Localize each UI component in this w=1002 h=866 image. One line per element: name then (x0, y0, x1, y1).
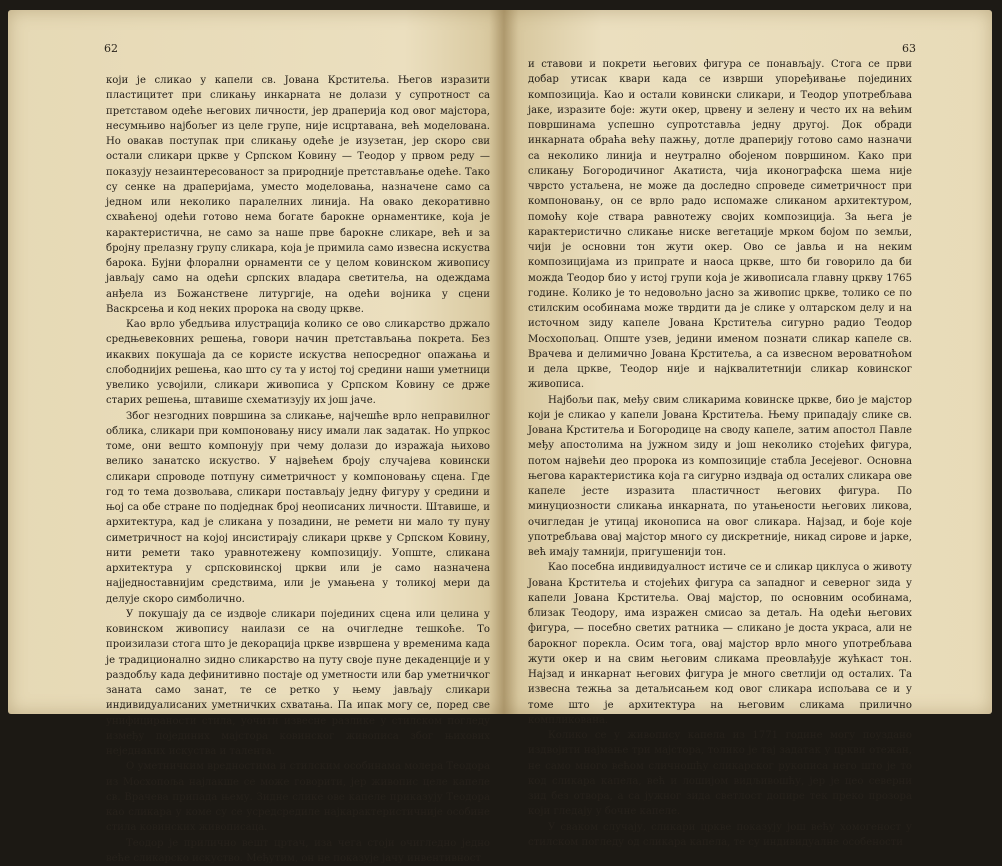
page-number-left: 62 (104, 42, 118, 55)
paragraph: који је сликао у капели св. Јована Крститеља. Његов изразити пластицитет при сликању инкарната не долази у супротност са претставом одеће његових личности, јер драперија код овог мајстора, несумњиво најбољег из целе групе, није исцртавана, већ моделована. Но овакав поступак при сликању одеће је изузетан, јер скоро сви остали сликари цркве у Српском Ковину — Теодор у првом реду — показују незаинтересованост за природније претстављање одеће. Тако су сенке на драперијама, уместо моделовања, назначене само са једном или неколико паралелних линија. На овако декоративно схваћеној одећи готово нема богате барокне орнаментике, која је карактеристична, не само за наше прве барокне сликаре, већ и за бројну прелазну групу сликара, која је примила само извесна искуства барока. Бујни флорални орнаменти се у целом ковинском живопису јављају само на одећи српских владара светитеља, на одеждама анђела из Божанствене литургије, на одећи војника у сцени Васкрсења и код неких пророка на своду цркве. (106, 73, 490, 317)
paragraph: У сваком случају, сликари цркве показују још већу хомогеност у стилском погледу од сликара капела, те су индивидуалне особености (528, 820, 912, 851)
left-page (8, 10, 504, 714)
paragraph: У покушају да се издвоје сликари појединих сцена или целина у ковинском живопису наилази се на очигледне тешкоће. То произилази стога што је декорација цркве извршена у временима када је традиционално зидно сликарство на путу своје пуне декаденције и у раздобљу када дефинитивно постаје од уметности или бар уметничког заната само занат, те се ретко у њему јављају сликари индивидуалисаних уметничких схватања. Па ипак могу се, поред све унифицираности стила, уочити извесне разлике у стилском погледу између појединих мајстора ковинског живописа због њихових неједнаких искуства и талента. (106, 607, 490, 760)
paragraph: О уметничким вредностима и стилским особинама молера Теодора из Мосхопоља најлакше се може говорити, јер живопис целе капеле св. Врачева припада њему. Зидне слике ове капеле приказују Теодора као сликара у коме су се усредсредиле најкарактеристичније особине стила ковинских живописаца. (106, 759, 490, 835)
paragraph: Колико се у живопису капела из 1771 године могу поуздано издвојити најмање три мајстора, толико је тај задатак у цркви отежан, не само много већом сличношћу сликарског рукописа него што је то код сликара капела, већ и лошијом видљивошћу, јер је цео северни зид без отвора, а са јужног зида светлост допире тек преко прозора који гледају у бочне капеле. (528, 728, 912, 820)
paragraph: и ставови и покрети његових фигура се понављају. Стога се први добар утисак квари када се изврши упоређивање појединих композиција. Као и остали ковински сликари, и Теодор употребљава јаке, изразите боје: жути окер, црвену и зелену и често их на већим површинама успешно супротставља једну другој. Док обради инкарната обраћа већу пажњу, дотле драперију готово само назначи са неколико линија и неутрално обојеном површином. Како при сликању Богородичиног Акатиста, чија иконографска шема није чврсто устаљена, не може да доследно спроведе симетричност при компоновању, он се врло радо испомаже сликаном архитектуром, помоћу које ствара равнотежу својих композиција. За њега је карактеристично сликање ниске вегетације мрком бојом по земљи, чији је основни тон жути окер. Ово се јавља и на неким композицијама из припрате и наоса цркве, што би говорило да би можда Теодор био у истој групи која је живописала главну цркву 1765 године. Колико је то недовољно јасно за живопис цркве, толико се по стилским особинама може тврдити да је слике у олтарском делу и на источном зиду капеле Јована Крститеља сигурно радио Теодор Мосхопољац. Опште узев, једини именом познати сликар капеле св. Врачева и делимично Јована Крститеља, а са извесном вероватноћом и дела цркве, Теодор није и најквалитетнији сликар ковинског живописа. (528, 57, 912, 393)
paragraph: Због незгодних површина за сликање, најчешће врло неправилног облика, сликари при компоновању нису имали лак задатак. Но упркос томе, они вешто компонују при чему долази до изражаја њихово велико занатско искуство. У највећем броју случајева ковински сликари спроводе потпуну симетричност у компоновању сцена. Где год то тема дозвољава, сликари постављају једну фигуру у средини и њој са обе стране по подједнак број неописаних личности. Штавише, и архитектура, кад је сликана у позадини, не ремети ни мало ту пуну симетричност на којој инсистирају сликари цркве у Српском Ковину, нити ремети тако уравнотежену композицију. Уопште, сликана архитектура у српсковинској цркви или је само назначена најједноставнијим средствима, или је умањена у толикој мери да делује скоро симболично. (106, 409, 490, 607)
page-number-right: 63 (902, 42, 916, 55)
paragraph: Најбољи пак, међу свим сликарима ковинске цркве, био је мајстор који је сликао у капели Јована Крститеља. Њему припадају слике св. Јована Крститеља и Богородице на своду капеле, затим апостол Павле међу апостолима на јужном зиду и још неколико стојећих фигура, потом највећи део пророка из композиције стабла Јесејевог. Основна његова карактеристика која га сигурно издваја од осталих сликара ове капеле јесте изразита пластичност његових фигура. По минуциозности сликања инкарната, по утањености његових ликова, очигледан је утицај иконописа на овог сликара. Најзад, и боје које употребљава овај мајстор много су дискретније, никад сирове и јарке, већ имају тамнији, пригушенији тон. (528, 393, 912, 561)
paragraph: Као посебна индивидуалност истиче се и сликар циклуса о животу Јована Крститеља и стојећих фигура са западног и северног зида у капели Јована Крститеља. Овај мајстор, по основним особинама, близак Теодору, има изражен смисао за детаљ. На одећи његових фигура, — посебно светих ратника — сликано је доста украса, али не барокног порекла. Осим тога, овај мајстор врло много употребљава жути окер и на свим његовим сликама преовлађује жућкаст тон. Најзад и инкарнат његових фигура је много светлији од осталих. Та извесна тежња за детаљисањем код овог сликара испољава се и у томе што је архитектура на његовим сликама прилично компликована. (528, 560, 912, 728)
right-page (504, 10, 992, 714)
paragraph: Теодор је прилично вешт цртач, иза чега стоји очигледно једно веће сликарско искуство. Међутим, он не показује јачу инвентивност (106, 836, 490, 866)
right-page-text (528, 57, 912, 850)
paragraph: Као врло убедљива илустрација колико се ово сликарство држало средњевековних решења, говори начин претстављања покрета. Без икаквих покушаја да се користе искуства непосредног опажања и слободнијих решења, као што су та у истој тој средини наши уметници увелико усвојили, сликари живописа у Српском Ковину се држе старих решења, штавише схематизују их још јаче. (106, 317, 490, 409)
left-page-text (106, 73, 490, 866)
